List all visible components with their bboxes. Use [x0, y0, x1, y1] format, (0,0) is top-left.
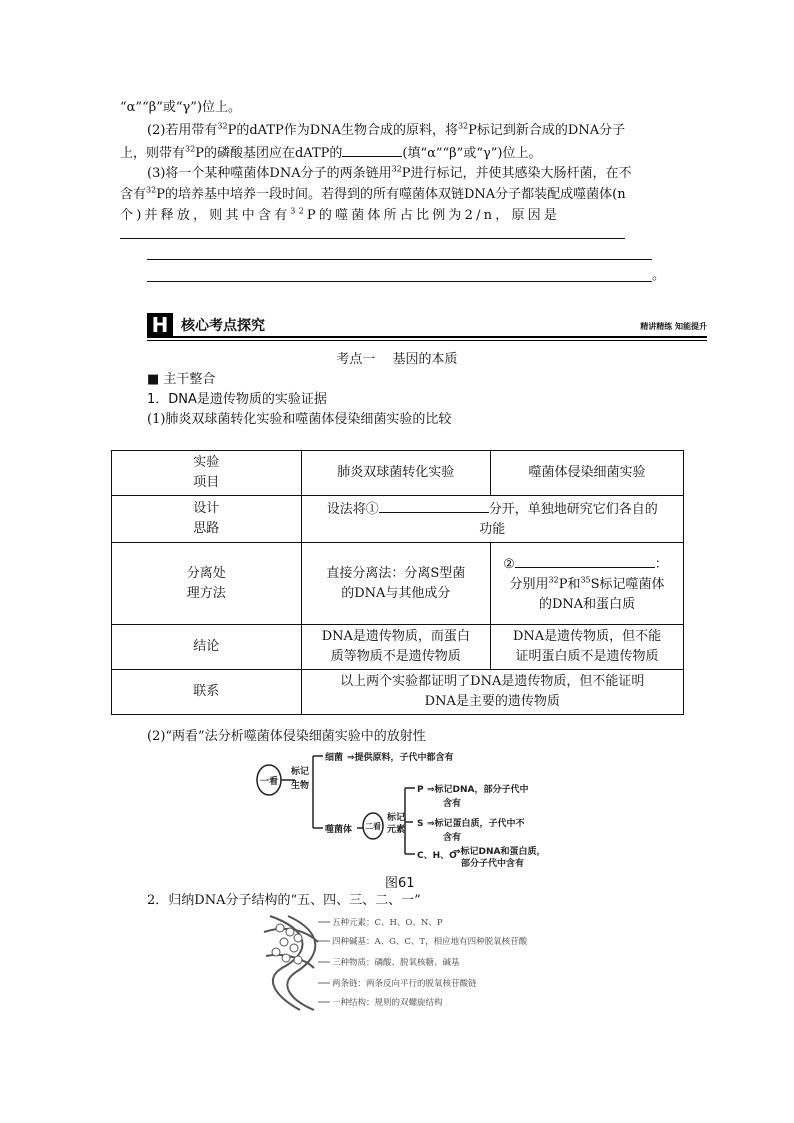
- bacteria-label: 细菌: [325, 753, 344, 763]
- structure-item: 五种元素：C、H、O、N、P: [332, 918, 443, 928]
- table-cell: 直接分离法：分离S型菌 的DNA与其他成分: [301, 543, 491, 625]
- p-text-2: 含有: [443, 799, 462, 809]
- figure-caption: 图61: [385, 876, 415, 891]
- sub-heading: ■ 主干整合: [147, 372, 216, 387]
- heading-2: 2．归纳DNA分子结构的“五、四、三、二、一”: [147, 893, 421, 908]
- answer-line[interactable]: [147, 281, 652, 282]
- col-header: 肺炎双球菌转化实验: [301, 451, 491, 496]
- row-label: 设计 思路: [112, 496, 302, 543]
- p-label: P: [417, 785, 424, 795]
- s-label: S: [417, 819, 424, 829]
- answer-line[interactable]: [120, 238, 625, 239]
- answer-blank[interactable]: [342, 142, 402, 157]
- table-cell: 设法将① 分开，单独地研究它们各自的 功能: [301, 496, 683, 543]
- comparison-table: [111, 450, 684, 715]
- heading-1a: (1)肺炎双球菌转化实验和噬菌体侵染细菌实验的比较: [147, 412, 452, 427]
- structure-item: 一种结构：规则的双螺旋结构: [332, 998, 443, 1008]
- header-letter: H: [147, 313, 173, 337]
- heading-1: 1．DNA是遗传物质的实验证据: [147, 392, 327, 407]
- circle-one-label: 一看: [259, 777, 279, 787]
- table-cell: ② ： 分别用$^{32}$P和$^{35}$S标记噬菌体 的DNA和蛋白质: [491, 543, 684, 625]
- header-rule: [147, 336, 707, 338]
- label-1a: 标记: [291, 767, 310, 777]
- phage-label: 噬菌体: [325, 825, 353, 835]
- cho-label: C、H、O: [417, 851, 457, 861]
- answer-blank[interactable]: [515, 553, 655, 568]
- topic-title: 考点一 基因的本质: [336, 352, 458, 367]
- header-rule-thin: [147, 340, 707, 341]
- text-line: (2)若用带有$^{32}$P的dATP作为DNA生物合成的原料，将$^{32}$P标记到新合成的DNA分子: [147, 121, 626, 138]
- text-line: “α”“β”或“γ”)位上。: [120, 100, 242, 115]
- row-label: 结论: [112, 625, 302, 670]
- answer-line[interactable]: [147, 259, 652, 260]
- table-cell: DNA是遗传物质，但不能 证明蛋白质不是遗传物质: [491, 625, 684, 670]
- circle-two-label: 二看: [365, 822, 381, 831]
- period: 。: [652, 268, 666, 283]
- label-1b: 生物: [291, 781, 310, 791]
- text-line: 含有$^{32}$P的培养基中培养一段时间。若得到的所有噬菌体双链DNA分子都装配成噬菌体(n: [120, 185, 626, 202]
- s-text-1: ⇒标记蛋白质，子代中不: [427, 819, 525, 829]
- header-right: 精讲精练 知能提升: [640, 322, 707, 331]
- cho-text-1: ⇒标记DNA和蛋白质，: [453, 847, 546, 857]
- section-header: [147, 313, 707, 337]
- header-title: 核心考点探究: [181, 318, 265, 334]
- table-cell: 以上两个实验都证明了DNA是遗传物质，但不能证明 DNA是主要的遗传物质: [301, 670, 683, 715]
- bacteria-text: ⇒提供原料，子代中都含有: [347, 753, 454, 763]
- dna-structure-list: [318, 914, 578, 1010]
- structure-item: 三种物质：磷酸、脱氧核糖、碱基: [332, 958, 460, 968]
- text-line: 个)并释放，则其中含有$^{32}$P的噬菌体所占比例为2/n，原因是: [120, 206, 561, 223]
- answer-blank[interactable]: [379, 498, 489, 513]
- text-line: 上，则带有$^{32}$P的磷酸基团应在dATP的 (填“α”“β”或“γ”)位上。: [120, 142, 541, 164]
- heading-2: (2)“两看”法分析噬菌体侵染细菌实验中的放射性: [147, 729, 426, 744]
- table-cell: DNA是遗传物质，而蛋白 质等物质不是遗传物质: [301, 625, 491, 670]
- text-line: (3)将一个某种噬菌体DNA分子的两条链用$^{32}$P进行标记，并使其感染大肠杆菌，在不: [147, 164, 632, 181]
- structure-item: 四种碱基：A、G、C、T，相应地有四种脱氧核苷酸: [332, 937, 528, 947]
- p-text-1: ⇒标记DNA，部分子代中: [427, 785, 529, 795]
- table-corner: 实验 项目: [112, 451, 302, 496]
- row-label: 联系: [112, 670, 302, 715]
- structure-item: 两条链：两条反向平行的脱氧核苷酸链: [332, 979, 477, 989]
- s-text-2: 含有: [443, 833, 462, 843]
- two-look-diagram: [255, 750, 565, 868]
- col-header: 噬菌体侵染细菌实验: [491, 451, 684, 496]
- cho-text-2: 部分子代中含有: [461, 859, 525, 868]
- row-label: 分离处 理方法: [112, 543, 302, 625]
- label-2b: 元素: [387, 825, 406, 835]
- label-2a: 标记: [387, 813, 406, 823]
